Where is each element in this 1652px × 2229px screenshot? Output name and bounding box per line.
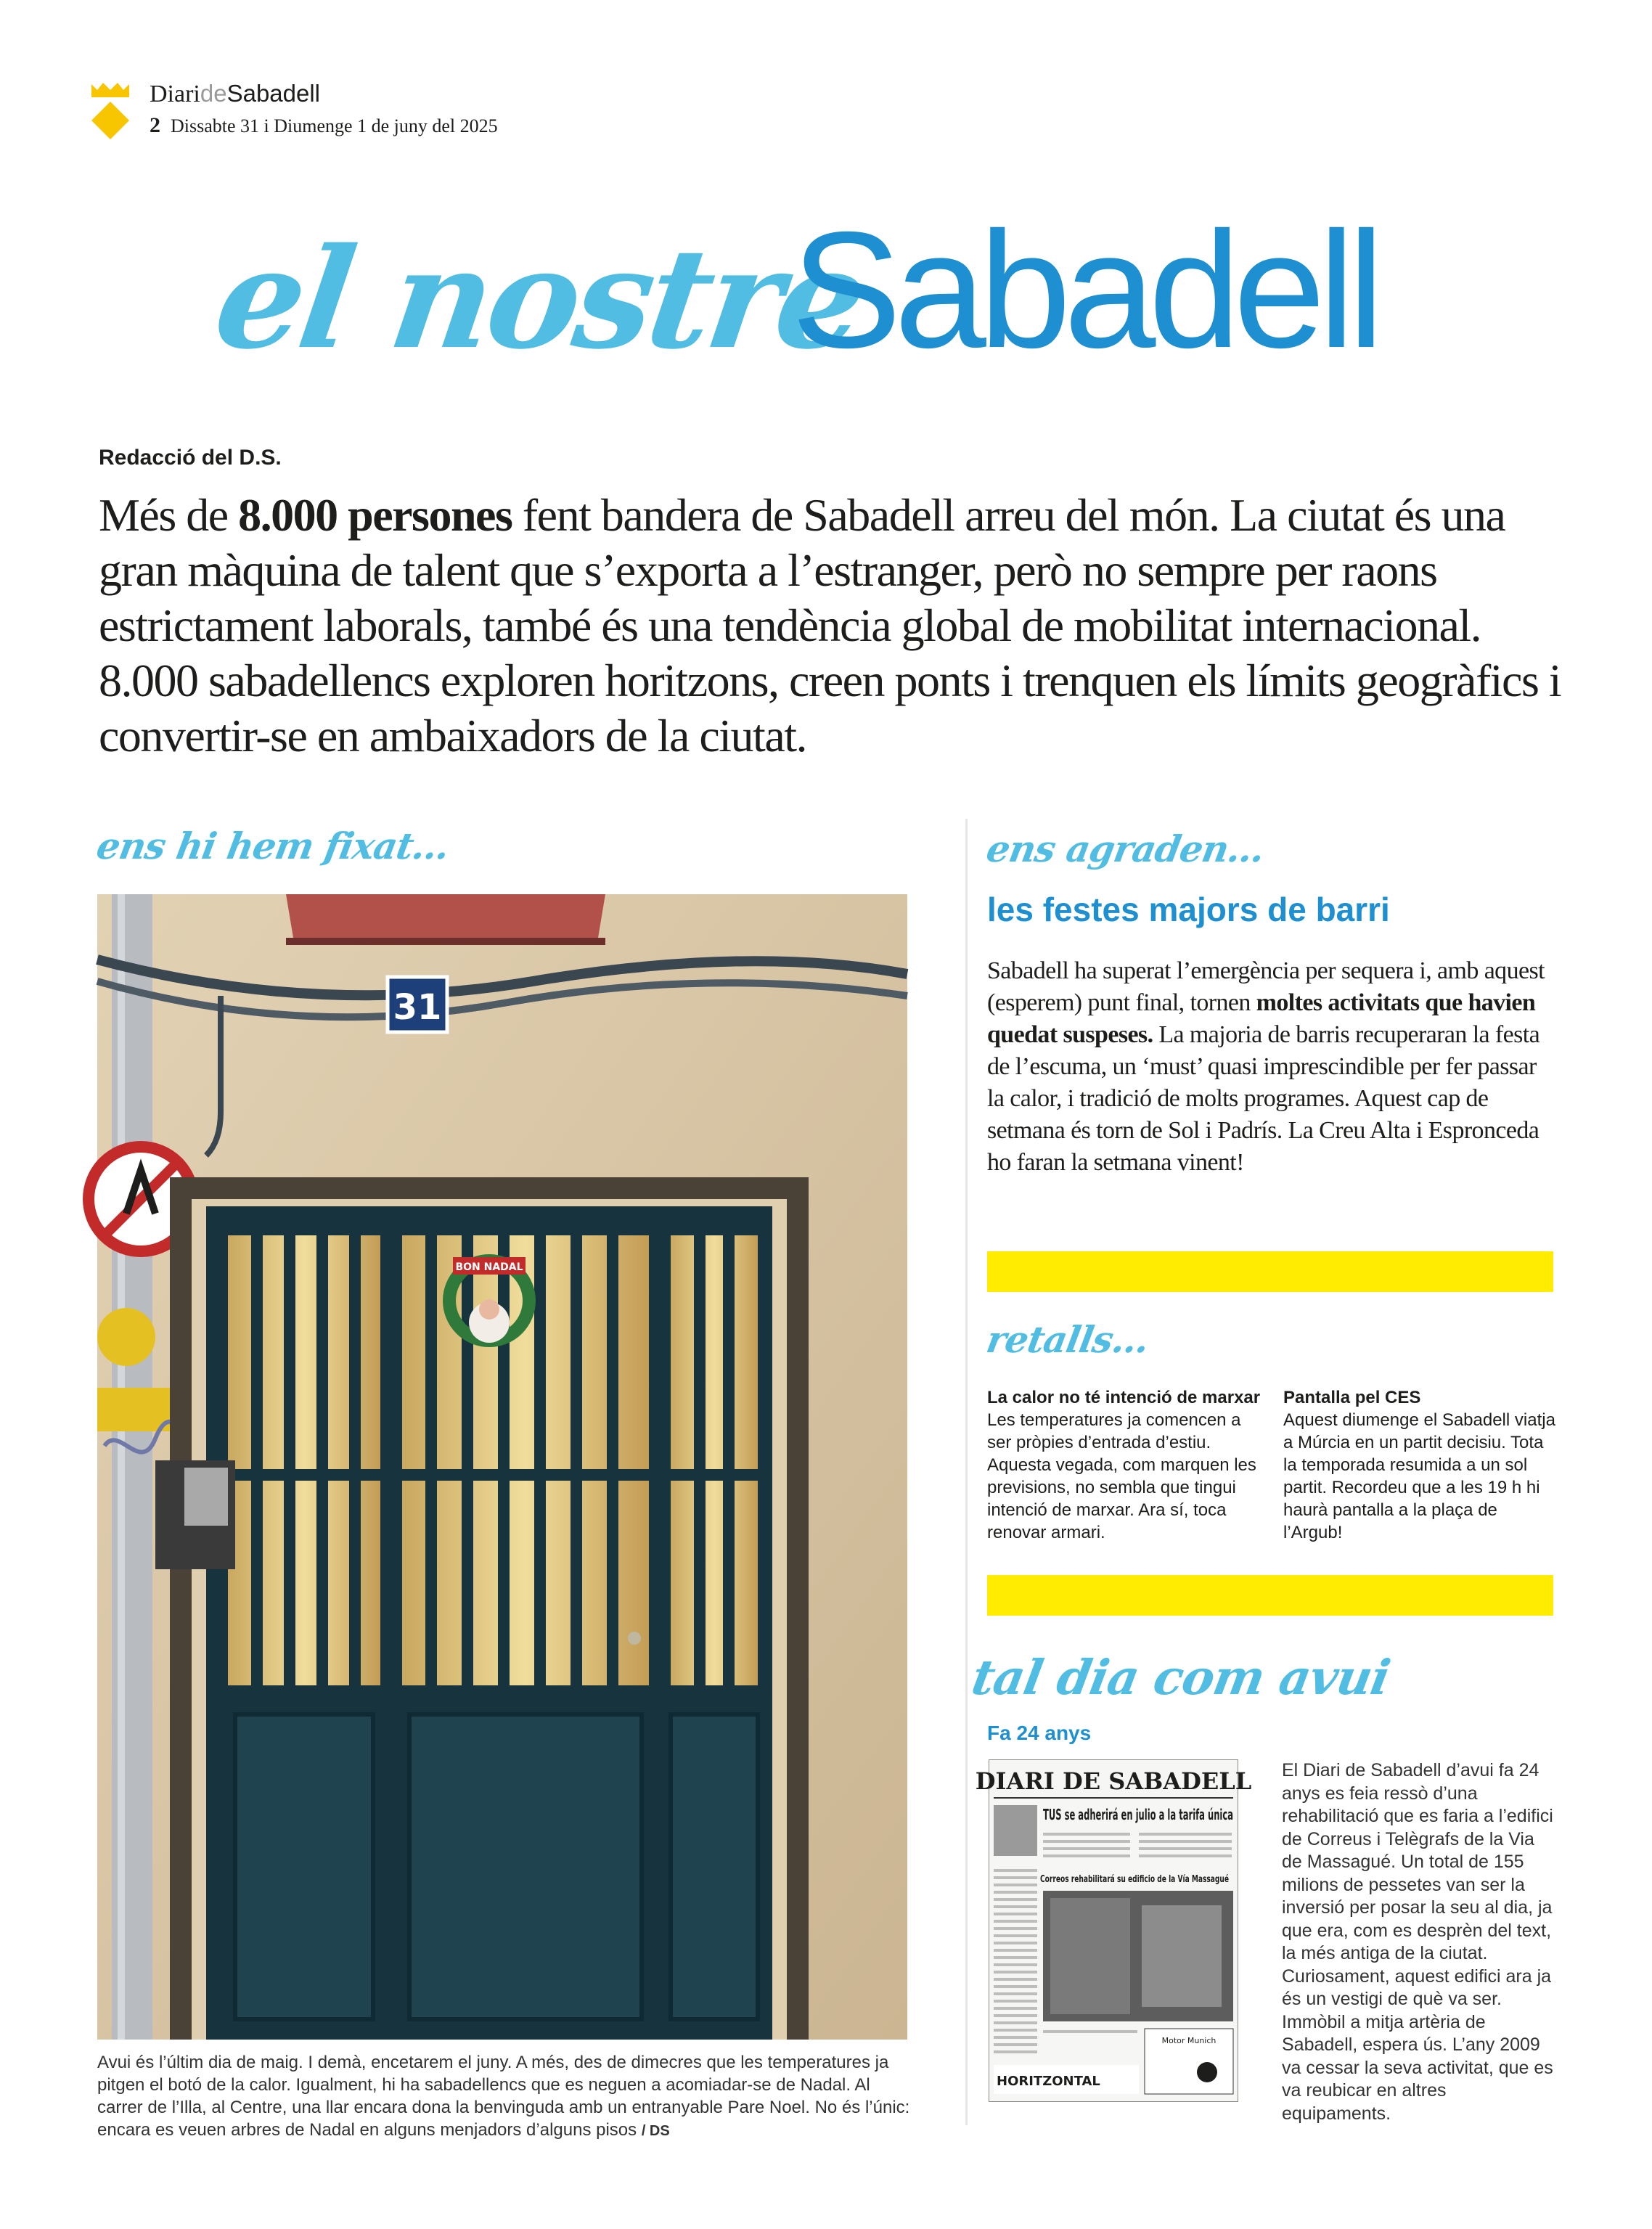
house-number: 31: [393, 987, 442, 1028]
clipping-subheadline: Correos rehabilitará su edificio de la Vía Massagué: [1040, 1874, 1230, 1885]
retall-title: La calor no té intenció de marxar: [987, 1388, 1261, 1407]
column-divider: [965, 819, 968, 2125]
clipping-masthead: DIARI DE SABADELL: [975, 1767, 1252, 1795]
retall-item: [987, 1386, 1263, 1544]
agraden-body-part1: Sabadell ha superat l’emergència per sequera i, amb aquest (esperem) punt final, tornen: [987, 957, 1545, 1016]
agraden-body: [987, 955, 1553, 1179]
page-info: [150, 113, 498, 138]
newspaper-clipping: [975, 1759, 1252, 2102]
yellow-divider-top: [987, 1251, 1553, 1292]
lead-highlight: 8.000 persones: [238, 489, 512, 541]
lead-prefix: Més de: [99, 489, 239, 541]
lead-rest: fent bandera de Sabadell arreu del món. La ciutat és una gran màquina de talent que s’exporta a l’estranger, però no sempre per raons estrictament laborals, també és una tendència global de mobilitat internacional. 8.000 sabadellencs exploren horitzons, creen ponts i trenquen els límits geogràfics i convertir-se en ambaixadors de la ciutat.: [99, 489, 1561, 761]
door-photo: [97, 894, 907, 2040]
door-illustration: [97, 894, 907, 2040]
tal-dia-body: El Diari de Sabadell d’avui fa 24 anys es feia ressò d’una rehabilitació que es faria a l’edifici de Correus i Telègrafs de la Via de Massagué. Un total de 155 milions de pessetes van ser la inversió per posar la seu al dia, ja que era, com es desprèn del text, la més antiga de la ciutat. Curiosament, aquest edifici ara ja és un vestigi de què va ser. Immòbil a mitja artèria de Sabadell, espera ús. L’any 2009 va cessar la seva activitat, que es va reubicar en altres equipaments.: [1282, 1760, 1553, 2124]
agraden-title: les festes majors de barri: [987, 891, 1390, 928]
issue-date: Dissabte 31 i Diumenge 1 de juny del 2025: [171, 115, 498, 136]
byline: Redacció del D.S.: [99, 446, 282, 470]
door-knob-icon: [628, 1632, 641, 1645]
wreath-text: BON NADAL: [455, 1261, 523, 1273]
masthead-name-de: de: [200, 80, 227, 107]
agraden-heading: ens agraden...: [983, 827, 1268, 870]
masthead-name-diari: Diari: [150, 81, 200, 107]
diari-logo-icon: [87, 80, 134, 141]
tal-dia-subheading: Fa 24 anys: [987, 1722, 1092, 1744]
clipping-illustration: [975, 1760, 1252, 2101]
section-big-title: Sabadell: [791, 198, 1378, 383]
retall-title: Pantalla pel CES: [1283, 1388, 1421, 1407]
caption-source: / DS: [641, 2123, 670, 2139]
masthead-title: [150, 80, 320, 108]
agraden-body-bold: moltes activitats que havien quedat suspeses.: [987, 989, 1536, 1048]
yellow-divider-bottom: [987, 1575, 1553, 1616]
photo-caption: [97, 2051, 917, 2143]
tal-dia-heading: tal dia com avui: [968, 1649, 1394, 1706]
photo-section-heading: ens hi hem fixat...: [93, 825, 453, 867]
clipping-headline: TUS se adherirá en julio a la tarifa única: [1043, 1806, 1233, 1823]
section-script-title: el nostre: [206, 218, 872, 380]
retall-item: [1283, 1386, 1559, 1544]
clipping-footer: HORITZONTAL: [997, 2074, 1100, 2089]
masthead-name-sabadell: Sabadell: [226, 80, 321, 107]
lead-paragraph: [99, 488, 1579, 764]
page-number: 2: [150, 113, 160, 137]
caption-text: Avui és l’últim dia de maig. I demà, encetarem el juny. A més, des de dimecres que les temperatures ja pitgen el botó de la calor. Igualment, hi ha sabadellencs que es neguen a acomiadar-se de Nadal. Al carrer de l’Illa, al Centre, una llar encara dona la benvinguda amb un entranyable Pare Noel. No és l’únic: encara es veuen arbres de Nadal en alguns menjadors d’alguns pisos: [97, 2053, 910, 2140]
retalls-heading: retalls...: [983, 1318, 1153, 1361]
yellow-sign-icon: [97, 1308, 155, 1366]
retall-body: Les temperatures ja comencen a ser pròpies d’entrada d’estiu. Aquesta vegada, com marquen les previsions, no sembla que tingui intenció de marxar. Ara sí, toca renovar armari.: [987, 1410, 1256, 1542]
agraden-body-part2: La majoria de barris recuperaran la festa de l’escuma, un ‘must’ quasi imprescindible per fer passar la calor, i tradició de molts programes. Aquest cap de setmana és torn de Sol i Padrís. La Creu Alta i Espronceda ho faran la setmana vinent!: [987, 1021, 1540, 1176]
clipping-ad-logo-icon: [1197, 2062, 1217, 2082]
clipping-portrait: [994, 1805, 1037, 1856]
clipping-ad: Motor Munich: [1161, 2036, 1216, 2045]
retall-body: Aquest diumenge el Sabadell viatja a Múrcia en un partit decisiu. Tota la temporada resumida a un sol partit. Recordeu que a les 19 h hi haurà pantalla a la plaça de l’Argub!: [1283, 1410, 1555, 1542]
